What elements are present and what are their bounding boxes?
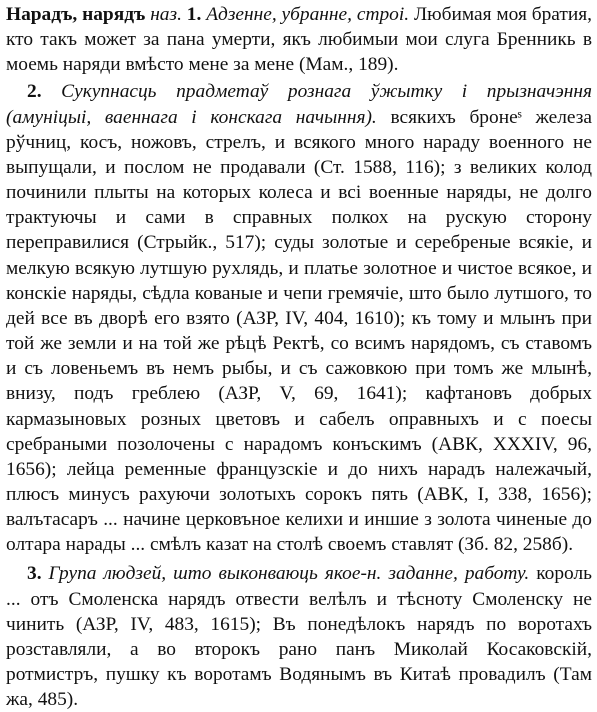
sense-quotes: всякихъ бронеˢ железа рўчниц, косъ, ножовъ, стрелъ, и всякого много нараду военного не выпущали, и послом не продавали (Ст. 1588, 116); з великих колод починили плыты на которых колеса и всi военные наряды, не долго трактуючы и сами в справных полкох на рускую сторону переправилися (Стрыйк., 517); суды золотые и серебреные всякiе, и мелкую всякую лутшую рухлядь, и платье золотное и чистое всякое, и конскiе наряды, сѣдла кованые и чепи гремячiе, што было лутшого, то дей все въ дворѣ его взято (АЗР, IV, 404, 1610); къ тому и млынъ при той же земли и на той же рѣцѣ Ректѣ, со всимъ нарядомъ, съ ставомъ и съ ловеньемъ въ немъ рыбы, и съ сажовкою при томъ же млынѣ, внизу, подъ греблею (АЗР, V, 69, 1641); кафтановъ добрых кармазыновых розных цветовъ и сабелъ оправныхъ и с поесы сребраными позолочены с нарадомъ конъскимъ (АВК, XXXIV, 96, 1656); лейца ременные французскiе и до нихъ нарадъ належачый, плюсъ минусъ рахуючи золотыхъ сорокъ пять (АВК, I, 338, 1656); валътасаръ ... начине церковъное келихи и иншие з золота чиненые до олтара нарады ... смѣлъ казат на столѣ своемъ ставлят (Зб. 82, 258б). — [6, 106, 592, 556]
part-of-speech: наз. — [150, 4, 182, 25]
sense-quotes: Любимая моя братия, кто такъ может за пана умерти, якъ любимыи мои слуга Бренникь в моемь наряди вмѣсто мене за мене (Мам., 189). — [6, 4, 592, 76]
sense-quotes: король ... отъ Смоленска нарядъ отвести велѣлъ и тѣсноту Смоленску не чинить (АЗР, IV, 483, 1615); Въ понедѣлокъ нарядъ по воротахъ розставляли, а во второкъ рано панъ Миколай Косаковскiй, ротмистръ, пушку къ воротамъ Водянымъ въ Китаѣ провадилъ (Там жа, 485). — [6, 563, 592, 711]
headword: Нарадъ, нарядъ — [6, 4, 146, 25]
sense-number: 1. — [186, 4, 202, 25]
sense-definition: Адзенне, убранне, строі. — [206, 4, 410, 25]
sense-definition: Сукупнасць прадметаў рознага ўжытку і прызначэння (амуніцыі, ваеннага і конскага начыння). — [6, 81, 592, 128]
sense-number: 2. — [27, 81, 42, 103]
sense-number: 3. — [27, 563, 42, 585]
entry-sense-2 — [6, 79, 592, 557]
dictionary-entry — [6, 2, 592, 712]
entry-sense-1 — [6, 2, 592, 77]
entry-sense-3 — [6, 561, 592, 712]
sense-definition: Група людзей, што выконваюць якое-н. заданне, работу. — [48, 563, 530, 585]
